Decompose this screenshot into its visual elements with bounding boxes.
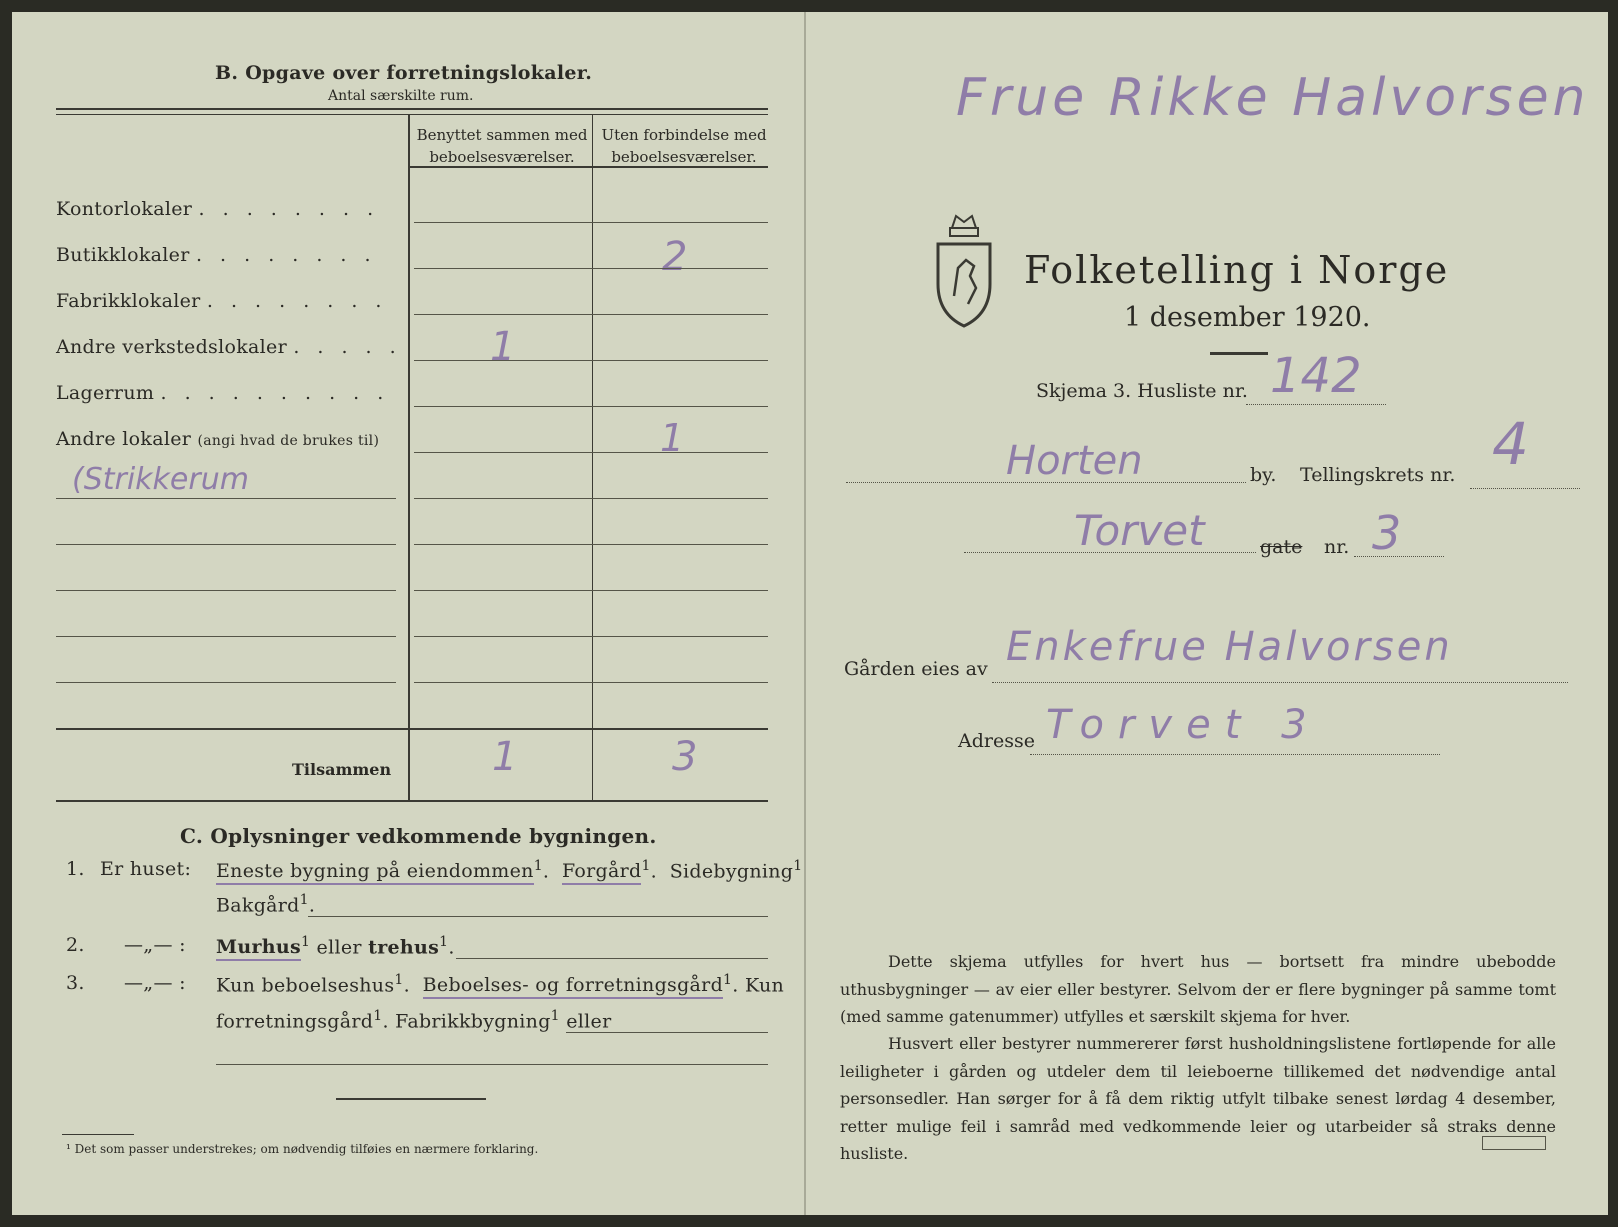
husliste-nr: 142 — [1270, 348, 1362, 404]
q3-options: Kun beboelseshus$^1$. Beboelses- og forretningsgård$^1$. Kun — [216, 972, 784, 996]
q3-num: 3. — [66, 972, 85, 994]
q3-label: —„— : — [124, 972, 186, 994]
row-label-verksted: Andre verkstedslokaler . . . . . — [56, 336, 402, 358]
handwritten-name: Frue Rikke Halvorsen — [956, 68, 1590, 128]
by-label: by. — [1250, 464, 1277, 486]
q3-fill-line — [566, 1032, 768, 1033]
row-line — [414, 406, 768, 407]
row-label-fabrikk: Fabrikklokaler . . . . . . . . — [56, 290, 388, 312]
section-b-subtitle: Antal særskilte rum. — [328, 88, 474, 104]
rule — [408, 166, 768, 168]
row-line — [56, 498, 396, 499]
by-value: Horten — [1006, 438, 1143, 484]
adresse-line — [1030, 754, 1440, 755]
row-line — [414, 590, 768, 591]
q2-label: —„— : — [124, 934, 186, 956]
gate-value: Torvet — [1074, 506, 1205, 555]
other-use-handwritten: (Strikkerum — [72, 462, 249, 497]
row-label-kontor: Kontorlokaler . . . . . . . . — [56, 198, 380, 220]
rule — [56, 108, 768, 110]
row-line — [414, 544, 768, 545]
krets-nr: 4 — [1492, 410, 1529, 478]
form-date: 1 desember 1920. — [1124, 302, 1371, 333]
row-line — [414, 498, 768, 499]
nr-label: nr. — [1324, 536, 1350, 558]
row-label-andre: Andre lokaler (angi hvad de brukes til) — [56, 428, 380, 450]
divider — [336, 1098, 486, 1100]
verksted-col1-value: 1 — [490, 324, 516, 370]
q2-num: 2. — [66, 934, 85, 956]
q3-options-2: forretningsgård$^1$. Fabrikkbygning$^1$ eller — [216, 1008, 612, 1033]
footnote: ¹ Det som passer understrekes; om nødvendig tilføies en nærmere forklaring. — [66, 1142, 539, 1156]
by-line — [846, 482, 1246, 483]
q2-fill-line — [456, 958, 768, 959]
row-line — [414, 268, 768, 269]
instructions-1: Dette skjema utfylles for hvert hus — bortsett fra mindre ubebodde uthusbygninger — av eier eller bestyrer. Selvom der er flere bygninger på samme tomt (med samme gatenummer) utfylles et særskilt skjema for hver. — [840, 952, 1556, 1026]
row-line — [414, 636, 768, 637]
row-line — [414, 314, 768, 315]
q3-opt2: Beboelses- og forretningsgård — [423, 974, 723, 999]
andre-col2-value: 1 — [660, 416, 685, 460]
gate-line — [964, 552, 1256, 553]
total-label: Tilsammen — [292, 760, 392, 779]
q1-opt1: Eneste bygning på eiendommen — [216, 860, 534, 885]
right-page — [804, 12, 1608, 1215]
col1-header-line1: Benyttet sammen med — [416, 126, 588, 144]
krets-line — [1470, 488, 1580, 489]
coat-of-arms-icon — [932, 210, 996, 330]
row-label-lager: Lagerrum . . . . . . . . . . — [56, 382, 390, 404]
printer-stamp — [1482, 1136, 1546, 1150]
total-col2: 3 — [672, 734, 698, 780]
row-line — [414, 360, 768, 361]
gate-nr-line — [1354, 556, 1444, 557]
husliste-line — [1246, 404, 1386, 405]
footnote-rule — [62, 1134, 134, 1135]
row-line — [56, 590, 396, 591]
col2-header — [596, 124, 772, 168]
q3-fill-line-2 — [216, 1064, 768, 1065]
butikk-col2-value: 2 — [662, 234, 688, 280]
section-b-title: B. Opgave over forretningslokaler. — [215, 62, 593, 84]
column-divider — [408, 114, 410, 800]
rule — [56, 114, 768, 115]
row-line — [56, 636, 396, 637]
q2-opt1: Murhus — [216, 936, 301, 961]
form-title: Folketelling i Norge — [1024, 248, 1450, 292]
row-line — [56, 544, 396, 545]
adresse-value: Torvet 3 — [1046, 702, 1321, 748]
col1-header — [414, 124, 590, 168]
total-col1: 1 — [492, 734, 518, 780]
q1-options: Eneste bygning på eiendommen$^1$. Forgård$^1$. Sidebygning$^1$ — [216, 858, 809, 882]
row-label-butikk: Butikklokaler . . . . . . . . — [56, 244, 377, 266]
title-rule — [1210, 352, 1268, 355]
q1-opt2: Forgård — [562, 860, 642, 885]
q1-opt4: Bakgård$^1$. — [216, 892, 316, 917]
col2-header-line1: Uten forbindelse med — [601, 126, 767, 144]
col2-header-line2: beboelsesværelser. — [611, 148, 757, 166]
q1-opt3: Sidebygning — [669, 860, 794, 883]
left-page — [12, 12, 804, 1215]
row-line — [56, 682, 396, 683]
q1-label: Er huset: — [100, 858, 192, 880]
row-line — [414, 222, 768, 223]
adresse-label: Adresse — [958, 730, 1035, 752]
q1-fill-line — [308, 916, 768, 917]
q1-num: 1. — [66, 858, 85, 880]
q2-opt2: trehus — [368, 936, 440, 959]
instructions-2: Husvert eller bestyrer nummererer først husholdningslistene fortløpende for alle leiligheter i gården og utdeler dem til leieboerne tillikemed det nødvendige antal personsedler. Han sørger for å få dem riktig utfylt tilbake senest lørdag 4 desember, retter mulige feil i samråd med vedkommende leier og utarbeider så straks denne husliste. — [840, 1034, 1556, 1163]
q2-options: Murhus$^1$ eller trehus$^1$. — [216, 934, 455, 958]
andre-note: (angi hvad de brukes til) — [197, 433, 380, 449]
gate-nr: 3 — [1372, 506, 1402, 560]
eier-line — [992, 682, 1568, 683]
eier-value: Enkefrue Halvorsen — [1006, 624, 1453, 670]
eies-label: Gården eies av — [844, 658, 988, 680]
krets-label: Tellingskrets nr. — [1300, 464, 1456, 486]
col1-header-line2: beboelsesværelser. — [429, 148, 575, 166]
rule — [56, 800, 768, 802]
skjema-label: Skjema 3. Husliste nr. — [1036, 380, 1248, 402]
row-line — [414, 682, 768, 683]
row-line — [414, 452, 768, 453]
gate-label: gate — [1260, 536, 1303, 558]
section-c-title: C. Oplysninger vedkommende bygningen. — [180, 824, 657, 848]
column-divider — [592, 114, 593, 800]
rule — [56, 728, 768, 730]
